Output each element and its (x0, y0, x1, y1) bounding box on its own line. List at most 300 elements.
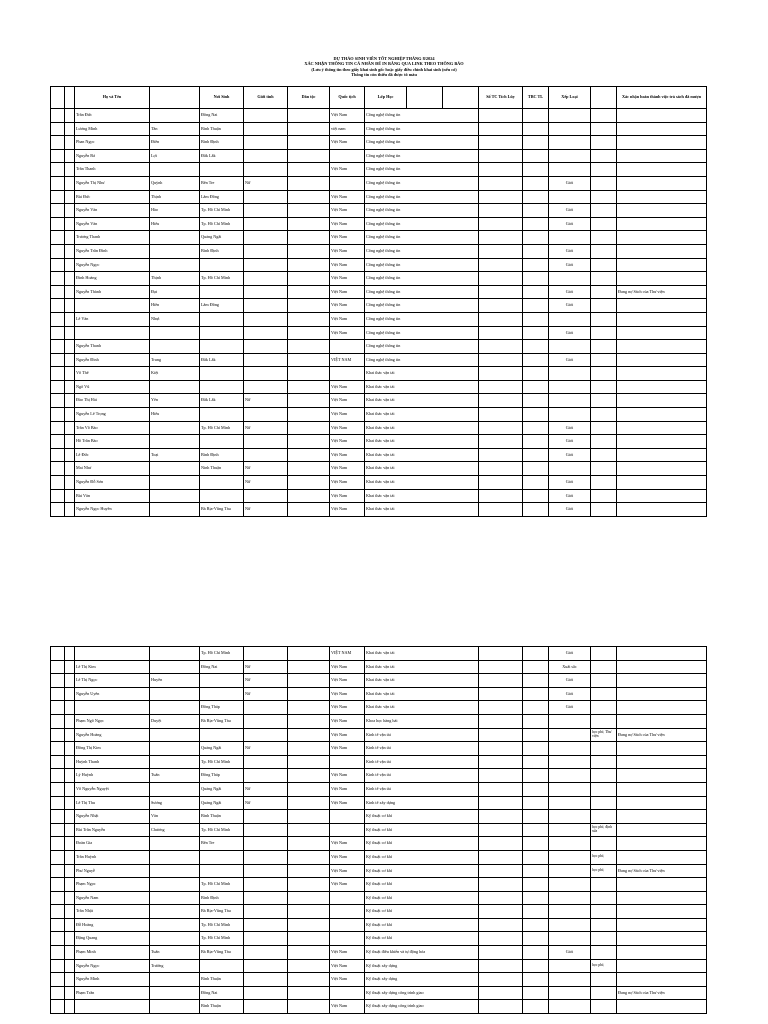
table-row (51, 918, 707, 932)
table-row (51, 674, 707, 688)
cell-rank (549, 755, 591, 769)
cell-confirm (617, 217, 707, 231)
cell-fee-note (591, 905, 617, 919)
cell-gender (244, 959, 288, 973)
cell-confirm (617, 340, 707, 354)
cell-rank: Xuất sắc (549, 660, 591, 674)
col-header-nationality: Quốc tịch (330, 87, 365, 109)
cell-birthplace: Quảng Ngãi (200, 782, 244, 796)
cell-gpa (523, 435, 549, 449)
cell-surname: Lê Thị Ngọc (75, 674, 150, 688)
cell-nationality: Việt Nam (330, 503, 365, 517)
cell-ethnicity (288, 837, 330, 851)
cell-class: Công nghệ thông tin (365, 122, 479, 136)
cell-birthplace: Lâm Đồng (200, 299, 244, 313)
cell-gender (244, 435, 288, 449)
cell-nationality: việt nam (330, 122, 365, 136)
table-row (51, 244, 707, 258)
cell-gpa (523, 878, 549, 892)
cell-confirm (617, 326, 707, 340)
cell-class: Công nghệ thông tin (365, 109, 479, 123)
cell-credits (479, 326, 523, 340)
cell-nationality: Việt Nam (330, 326, 365, 340)
cell-gender: Nữ (244, 176, 288, 190)
cell-nationality: Việt Nam (330, 959, 365, 973)
cell-ethnicity (288, 850, 330, 864)
col-header-birthplace: Nơi Sinh (200, 87, 244, 109)
cell-birthplace (200, 959, 244, 973)
cell-gpa (523, 850, 549, 864)
cell-ethnicity (288, 503, 330, 517)
cell-credits (479, 109, 523, 123)
cell-credits (479, 380, 523, 394)
cell-given-name (150, 489, 200, 503)
cell-nationality: VIỆT NAM (330, 647, 365, 661)
cell-credits (479, 217, 523, 231)
student-table-page-2 (50, 646, 707, 1014)
cell-rank: Giỏi (549, 674, 591, 688)
cell-credits (479, 394, 523, 408)
cell-credits (479, 796, 523, 810)
cell-given-name (150, 1000, 200, 1014)
cell-nationality: Việt Nam (330, 782, 365, 796)
cell-birthplace (200, 850, 244, 864)
cell-credits (479, 408, 523, 422)
cell-given-name (150, 244, 200, 258)
cell-surname: Nguyễn Hoàng (75, 728, 150, 742)
cell-confirm (617, 476, 707, 490)
cell-ethnicity (288, 272, 330, 286)
cell-gender: Nữ (244, 742, 288, 756)
table-row (51, 742, 707, 756)
cell-nationality (330, 149, 365, 163)
cell-confirm (617, 810, 707, 824)
cell-nationality: Việt Nam (330, 728, 365, 742)
cell-gpa (523, 380, 549, 394)
cell-gpa (523, 258, 549, 272)
cell-surname: Nguyễn Bá (75, 149, 150, 163)
cell-given-name (150, 687, 200, 701)
cell-credits (479, 503, 523, 517)
cell-credits (479, 1000, 523, 1014)
cell-nationality: Việt Nam (330, 973, 365, 987)
cell-ethnicity (288, 728, 330, 742)
cell-nationality: Việt Nam (330, 476, 365, 490)
cell-surname: Nguyễn Minh (75, 973, 150, 987)
header-line-4: Thông tin còn thiếu đã được tô màu (351, 71, 417, 77)
cell-rank: Giỏi (549, 687, 591, 701)
cell-class: Công nghệ thông tin (365, 217, 479, 231)
cell-credits (479, 850, 523, 864)
cell-fee-note (591, 769, 617, 783)
cell-birthplace: Đắk Lắk (200, 149, 244, 163)
cell-gpa (523, 823, 549, 837)
cell-given-name: Nhựt (150, 312, 200, 326)
table-row (51, 340, 707, 354)
cell-ethnicity (288, 810, 330, 824)
cell-given-name: Yến (150, 394, 200, 408)
table-row (51, 163, 707, 177)
cell-nationality (330, 918, 365, 932)
cell-birthplace: Quảng Ngãi (200, 796, 244, 810)
cell-gender (244, 448, 288, 462)
cell-confirm (617, 796, 707, 810)
cell-ethnicity (288, 340, 330, 354)
table-row (51, 796, 707, 810)
cell-gender (244, 312, 288, 326)
cell-given-name: Chương (150, 823, 200, 837)
cell-gender (244, 190, 288, 204)
cell-class: Công nghệ thông tin (365, 258, 479, 272)
cell-credits (479, 231, 523, 245)
cell-class: Công nghệ thông tin (365, 149, 479, 163)
cell-confirm (617, 367, 707, 381)
cell-gender (244, 932, 288, 946)
cell-surname: Trương Thanh (75, 231, 150, 245)
cell-confirm (617, 660, 707, 674)
cell-ethnicity (288, 367, 330, 381)
cell-rank: Giỏi (549, 476, 591, 490)
cell-fee-note (591, 755, 617, 769)
cell-gender (244, 380, 288, 394)
col-header-rank: Xếp Loại (549, 87, 591, 109)
cell-surname: Trần Huỳnh (75, 850, 150, 864)
cell-credits (479, 244, 523, 258)
cell-gender (244, 905, 288, 919)
cell-surname (75, 1000, 150, 1014)
cell-surname: Võ Nguyễn Nguyệt (75, 782, 150, 796)
cell-ethnicity (288, 1000, 330, 1014)
cell-gender (244, 367, 288, 381)
cell-ethnicity (288, 462, 330, 476)
cell-gpa (523, 837, 549, 851)
cell-credits (479, 973, 523, 987)
cell-given-name (150, 503, 200, 517)
cell-credits (479, 299, 523, 313)
cell-rank (549, 394, 591, 408)
cell-gender (244, 823, 288, 837)
cell-fee-note (591, 647, 617, 661)
cell-ethnicity (288, 231, 330, 245)
cell-birthplace: Bình Thuận (200, 810, 244, 824)
cell-given-name: Toại (150, 448, 200, 462)
cell-rank (549, 1000, 591, 1014)
cell-class: Khai thác vận tải (365, 647, 479, 661)
table-row (51, 149, 707, 163)
cell-nationality: Việt Nam (330, 231, 365, 245)
cell-fee-note (591, 837, 617, 851)
cell-class: Khai thác vận tải (365, 394, 479, 408)
cell-class: Khai thác vận tải (365, 476, 479, 490)
table-row (51, 476, 707, 490)
cell-gender: Nữ (244, 796, 288, 810)
cell-rank (549, 959, 591, 973)
cell-surname: Phư Nguyễ (75, 864, 150, 878)
cell-rank: Giỏi (549, 435, 591, 449)
cell-credits (479, 421, 523, 435)
cell-rank (549, 367, 591, 381)
cell-ethnicity (288, 176, 330, 190)
cell-nationality: Việt Nam (330, 489, 365, 503)
cell-class: Kỹ thuật xây dựng (365, 973, 479, 987)
cell-rank (549, 823, 591, 837)
cell-credits (479, 986, 523, 1000)
table-row (51, 190, 707, 204)
cell-nationality: Việt Nam (330, 462, 365, 476)
cell-fee-note (591, 714, 617, 728)
cell-rank (549, 973, 591, 987)
cell-birthplace (200, 380, 244, 394)
cell-birthplace (200, 367, 244, 381)
cell-fee-note (591, 660, 617, 674)
cell-given-name: Tần (150, 122, 200, 136)
cell-class: Khai thác vận tải (365, 503, 479, 517)
cell-gender (244, 326, 288, 340)
cell-given-name: Tuấn (150, 769, 200, 783)
cell-surname: Đinh Hoàng (75, 272, 150, 286)
cell-class: Khai thác vận tải (365, 701, 479, 715)
cell-ethnicity (288, 986, 330, 1000)
table-row (51, 823, 707, 837)
cell-gpa (523, 647, 549, 661)
cell-given-name (150, 755, 200, 769)
cell-confirm (617, 462, 707, 476)
cell-rank: Giỏi (549, 285, 591, 299)
cell-fee-note (591, 1000, 617, 1014)
cell-nationality: Việt Nam (330, 878, 365, 892)
table-row (51, 421, 707, 435)
cell-given-name: Quỳnh (150, 176, 200, 190)
cell-rank (549, 408, 591, 422)
col-header-ethnicity: Dân tộc (288, 87, 330, 109)
cell-nationality: Việt Nam (330, 435, 365, 449)
cell-given-name (150, 231, 200, 245)
cell-nationality: Việt Nam (330, 217, 365, 231)
cell-surname: Phạm Trần (75, 986, 150, 1000)
table-row (51, 850, 707, 864)
cell-birthplace: Đắk Lắk (200, 353, 244, 367)
cell-gpa (523, 326, 549, 340)
cell-gender: Nữ (244, 687, 288, 701)
cell-given-name (150, 340, 200, 354)
cell-class: Công nghệ thông tin (365, 190, 479, 204)
cell-gpa (523, 782, 549, 796)
cell-surname (75, 701, 150, 715)
cell-birthplace: Quảng Ngãi (200, 742, 244, 756)
cell-credits (479, 122, 523, 136)
cell-credits (479, 878, 523, 892)
table-row (51, 1000, 707, 1014)
table-row (51, 380, 707, 394)
cell-gender: Nữ (244, 462, 288, 476)
cell-given-name: Trung (150, 353, 200, 367)
cell-given-name: Duyệt (150, 714, 200, 728)
cell-gender (244, 864, 288, 878)
cell-credits (479, 489, 523, 503)
cell-gender: Nữ (244, 421, 288, 435)
cell-credits (479, 782, 523, 796)
cell-credits (479, 258, 523, 272)
cell-gpa (523, 448, 549, 462)
cell-confirm (617, 891, 707, 905)
cell-given-name (150, 878, 200, 892)
cell-given-name (150, 660, 200, 674)
cell-surname: Võ Thế (75, 367, 150, 381)
cell-nationality: Việt Nam (330, 837, 365, 851)
table-row (51, 687, 707, 701)
cell-ethnicity (288, 312, 330, 326)
cell-fee-note (591, 742, 617, 756)
cell-surname: Trần Võ Bảo (75, 421, 150, 435)
cell-gender (244, 755, 288, 769)
cell-credits (479, 353, 523, 367)
cell-birthplace: Tp. Hồ Chí Minh (200, 421, 244, 435)
cell-confirm (617, 674, 707, 688)
cell-rank (549, 796, 591, 810)
cell-gpa (523, 163, 549, 177)
cell-given-name (150, 163, 200, 177)
cell-ethnicity (288, 285, 330, 299)
cell-confirm (617, 918, 707, 932)
cell-confirm (617, 380, 707, 394)
cell-gender (244, 163, 288, 177)
cell-birthplace: Tp. Hồ Chí Minh (200, 755, 244, 769)
table-row (51, 959, 707, 973)
cell-class: Khoa học hàng hải (365, 714, 479, 728)
cell-gpa (523, 973, 549, 987)
cell-confirm: Đang nợ Sách của Thư viện (617, 728, 707, 742)
cell-rank: Giỏi (549, 176, 591, 190)
col-header-name: Họ và Tên (75, 87, 150, 109)
table-row (51, 647, 707, 661)
cell-confirm (617, 136, 707, 150)
cell-ethnicity (288, 973, 330, 987)
cell-confirm (617, 959, 707, 973)
table-row (51, 837, 707, 851)
cell-ethnicity (288, 217, 330, 231)
cell-nationality: Việt Nam (330, 1000, 365, 1014)
cell-surname: Nguyễn Thành (75, 285, 150, 299)
cell-ethnicity (288, 448, 330, 462)
cell-surname: Bùi Trần Nguyễn (75, 823, 150, 837)
cell-nationality: Việt Nam (330, 408, 365, 422)
cell-class: Khai thác vận tải (365, 687, 479, 701)
cell-confirm (617, 823, 707, 837)
cell-gpa (523, 149, 549, 163)
cell-surname: Lê Thị Thu (75, 796, 150, 810)
cell-surname: Trần Đức (75, 109, 150, 123)
cell-class: Công nghệ thông tin (365, 312, 479, 326)
cell-gender (244, 340, 288, 354)
cell-credits (479, 435, 523, 449)
cell-ethnicity (288, 435, 330, 449)
cell-nationality (330, 755, 365, 769)
cell-class: Kỹ thuật cơ khí (365, 837, 479, 851)
cell-ethnicity (288, 408, 330, 422)
cell-given-name (150, 462, 200, 476)
cell-fee-note: học phí; định sửa (591, 823, 617, 837)
cell-nationality: Việt Nam (330, 163, 365, 177)
cell-rank (549, 340, 591, 354)
cell-gpa (523, 755, 549, 769)
table-row (51, 489, 707, 503)
cell-gpa (523, 272, 549, 286)
cell-birthplace (200, 312, 244, 326)
cell-gender (244, 136, 288, 150)
cell-rank (549, 136, 591, 150)
cell-confirm (617, 353, 707, 367)
cell-surname: Trần Nhật (75, 905, 150, 919)
cell-confirm (617, 435, 707, 449)
cell-credits (479, 476, 523, 490)
cell-ethnicity (288, 660, 330, 674)
cell-confirm (617, 782, 707, 796)
cell-gpa (523, 742, 549, 756)
cell-gpa (523, 231, 549, 245)
cell-credits (479, 728, 523, 742)
cell-ethnicity (288, 136, 330, 150)
cell-confirm (617, 742, 707, 756)
cell-confirm (617, 408, 707, 422)
cell-credits (479, 823, 523, 837)
cell-credits (479, 837, 523, 851)
cell-gender: Nữ (244, 660, 288, 674)
cell-confirm (617, 122, 707, 136)
cell-confirm (617, 421, 707, 435)
cell-nationality: VIỆT NAM (330, 353, 365, 367)
cell-fee-note (591, 701, 617, 715)
cell-given-name (150, 891, 200, 905)
document-header (0, 56, 768, 77)
cell-fee-note (591, 891, 617, 905)
cell-rank (549, 782, 591, 796)
cell-credits (479, 810, 523, 824)
cell-class: Kỹ thuật xây dựng (365, 959, 479, 973)
cell-surname: Đồng Thị Kim (75, 742, 150, 756)
cell-gpa (523, 728, 549, 742)
cell-gpa (523, 299, 549, 313)
cell-birthplace: Bà Rịa-Vũng Tàu (200, 905, 244, 919)
table-row (51, 258, 707, 272)
cell-gpa (523, 340, 549, 354)
cell-confirm (617, 244, 707, 258)
cell-class: Khai thác vận tải (365, 367, 479, 381)
cell-gender (244, 946, 288, 960)
cell-confirm (617, 905, 707, 919)
cell-birthplace: Tp. Hồ Chí Minh (200, 932, 244, 946)
cell-gender (244, 109, 288, 123)
cell-surname: Đặng Quang (75, 932, 150, 946)
cell-gender: Nữ (244, 674, 288, 688)
cell-rank (549, 850, 591, 864)
cell-ethnicity (288, 258, 330, 272)
table-row (51, 217, 707, 231)
cell-class: Kỹ thuật cơ khí (365, 905, 479, 919)
cell-class: Khai thác vận tải (365, 421, 479, 435)
cell-credits (479, 742, 523, 756)
cell-gpa (523, 353, 549, 367)
cell-surname: Nguyễn Thanh (75, 340, 150, 354)
cell-ethnicity (288, 380, 330, 394)
cell-given-name (150, 742, 200, 756)
cell-surname (75, 647, 150, 661)
col-header-gpa: TBC TL (523, 87, 549, 109)
table-row (51, 272, 707, 286)
table-row (51, 136, 707, 150)
cell-gender (244, 258, 288, 272)
table-row (51, 503, 707, 517)
cell-rank (549, 742, 591, 756)
